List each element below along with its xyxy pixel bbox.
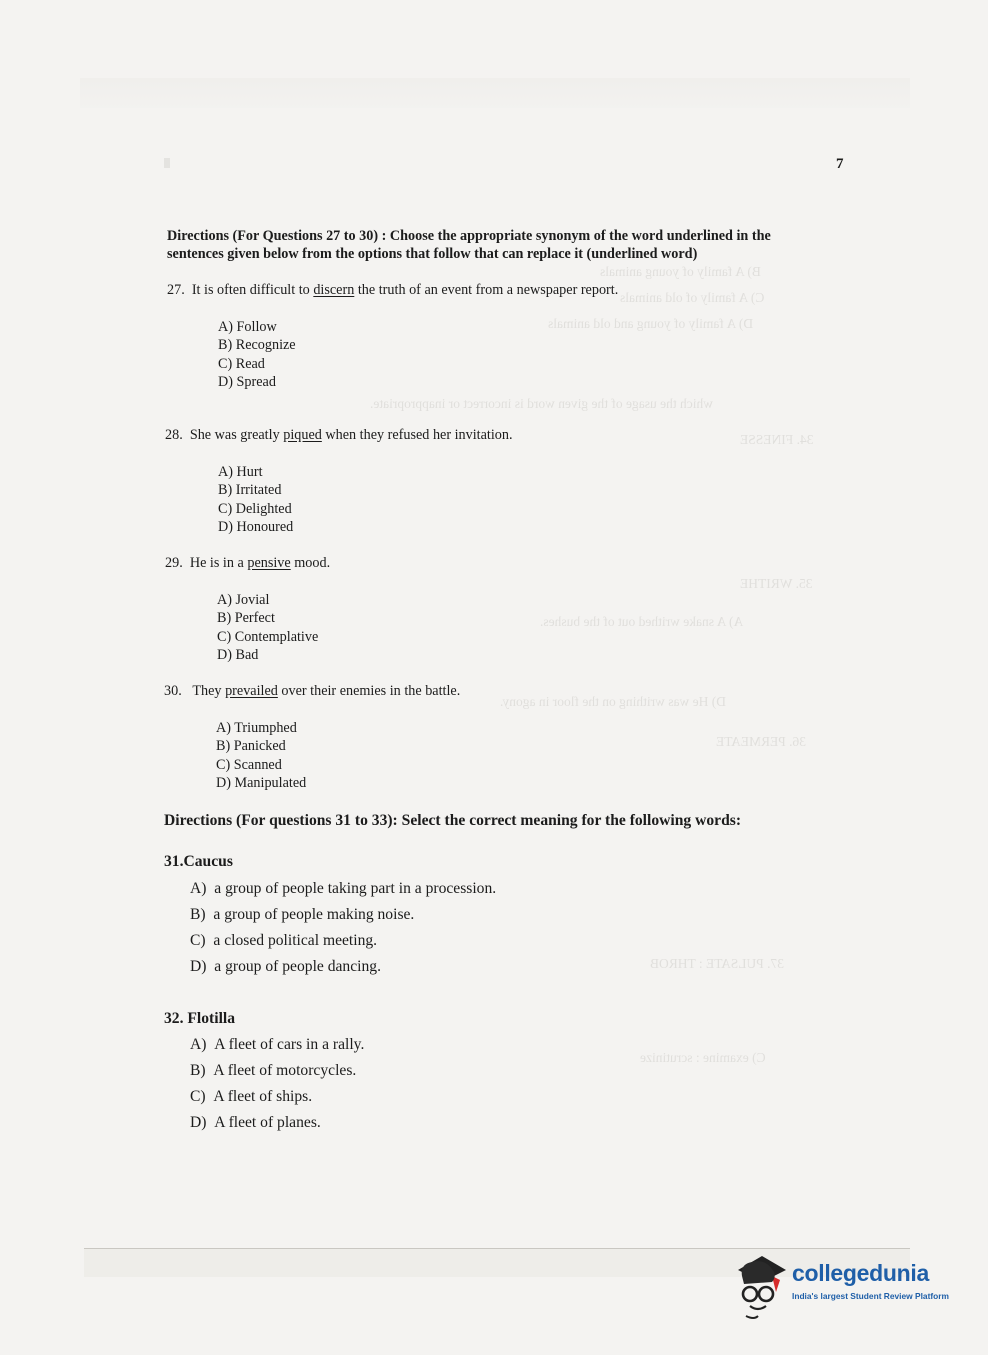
option: C) Read (218, 355, 265, 372)
question-27 (167, 282, 618, 299)
option: A) Hurt (218, 464, 263, 480)
question-text: It is often difficult to (191, 282, 314, 298)
option-text: a group of people dancing. (214, 958, 381, 975)
underlined-word: prevailed (225, 683, 278, 699)
show-through-text: 34. FINESSE (740, 432, 814, 447)
show-through-text: 37. PULSATE : THROB (650, 956, 785, 971)
option (190, 1032, 364, 1058)
question-32-options (190, 1032, 364, 1136)
scan-header-band (80, 78, 910, 108)
question-text: when they refused her invitation. (321, 427, 513, 443)
option: D) Manipulated (216, 774, 307, 791)
question-number: 29. (165, 555, 183, 571)
option (190, 876, 496, 902)
section1-directions-line1: Directions (For Questions 27 to 30) : Choose the appropriate synonym of the word underlined in the (167, 228, 771, 244)
option-letter: A) (190, 880, 207, 897)
show-through-text: B) A family of young animals (600, 264, 761, 279)
question-27-options (218, 318, 296, 391)
option-text: a group of people taking part in a procession. (214, 880, 497, 897)
show-through-text: C) A family of old animals (620, 290, 765, 305)
question-31-options (190, 876, 496, 980)
option: B) Panicked (216, 738, 286, 755)
option-letter: D) (190, 958, 207, 975)
logo-tagline: India's largest Student Review Platform (792, 1291, 949, 1301)
scan-mark (164, 158, 170, 168)
question-31-heading: 31.Caucus (164, 853, 233, 870)
question-30-options (216, 719, 306, 792)
option (190, 954, 496, 980)
option: C) Scanned (216, 756, 282, 773)
option: A) Follow (218, 319, 277, 335)
question-text: mood. (290, 555, 331, 571)
question-text: over their enemies in the battle. (277, 683, 461, 699)
option-text: A fleet of cars in a rally. (214, 1036, 365, 1053)
question-text: She was greatly (189, 427, 284, 443)
section1-directions-line2: sentences given below from the options that follow that can replace it (underlined word) (167, 246, 698, 262)
logo-wordmark: collegedunia (792, 1260, 929, 1286)
question-28-options (218, 463, 293, 536)
option (190, 1058, 364, 1084)
underlined-word: pensive (247, 555, 291, 571)
student-mascot-icon (732, 1250, 790, 1320)
question-text: the truth of an event from a newspaper report. (354, 282, 619, 298)
show-through-text: 35. WRITHE (740, 576, 813, 591)
option (190, 1110, 364, 1136)
option-letter: A) (190, 1036, 207, 1053)
option: A) Triumphed (216, 720, 297, 736)
option-text: A fleet of ships. (213, 1088, 313, 1105)
question-29-options (217, 591, 318, 664)
page-number: 7 (836, 156, 844, 172)
question-30 (164, 683, 460, 700)
question-number: 28. (165, 427, 183, 443)
show-through-text: 36. PERMEATE (716, 734, 807, 749)
option: C) Contemplative (217, 628, 319, 645)
option: B) Perfect (217, 610, 275, 627)
option (190, 1084, 364, 1110)
show-through-text: C) examine : scrutinize (640, 1050, 766, 1065)
collegedunia-logo[interactable] (732, 1250, 957, 1320)
option: D) Bad (217, 646, 259, 663)
option: B) Recognize (218, 337, 296, 354)
underlined-word: discern (313, 282, 355, 298)
show-through-text: D) He was writhing on the floor in agony. (500, 694, 726, 709)
option: D) Honoured (218, 518, 294, 535)
show-through-text: which the usage of the given word is incorrect or inappropriate. (370, 396, 714, 411)
show-through-text: D) A family of young and old animals (548, 316, 754, 331)
section2-directions: Directions (For questions 31 to 33): Select the correct meaning for the following words: (164, 812, 742, 829)
question-text: They (192, 683, 226, 699)
option: C) Delighted (218, 500, 292, 517)
question-28 (165, 427, 513, 444)
option-text: a group of people making noise. (213, 906, 415, 923)
option-letter: C) (190, 1088, 206, 1105)
question-text: He is in a (189, 555, 248, 571)
question-number: 30. (164, 683, 182, 699)
option-letter: D) (190, 1114, 207, 1131)
option: A) Jovial (217, 592, 270, 608)
question-number: 27. (167, 282, 185, 298)
option: B) Irritated (218, 482, 282, 499)
option-text: A fleet of planes. (214, 1114, 321, 1131)
option (190, 928, 496, 954)
option-letter: B) (190, 1062, 206, 1079)
option-text: A fleet of motorcycles. (213, 1062, 357, 1079)
question-29 (165, 555, 330, 572)
underlined-word: piqued (283, 427, 322, 443)
question-32-heading: 32. Flotilla (164, 1010, 236, 1027)
option (190, 902, 496, 928)
option-letter: B) (190, 906, 206, 923)
option-letter: C) (190, 932, 206, 949)
option: D) Spread (218, 373, 276, 390)
show-through-text: A) A snake writhed out of the bushes. (540, 614, 744, 629)
option-text: a closed political meeting. (213, 932, 378, 949)
